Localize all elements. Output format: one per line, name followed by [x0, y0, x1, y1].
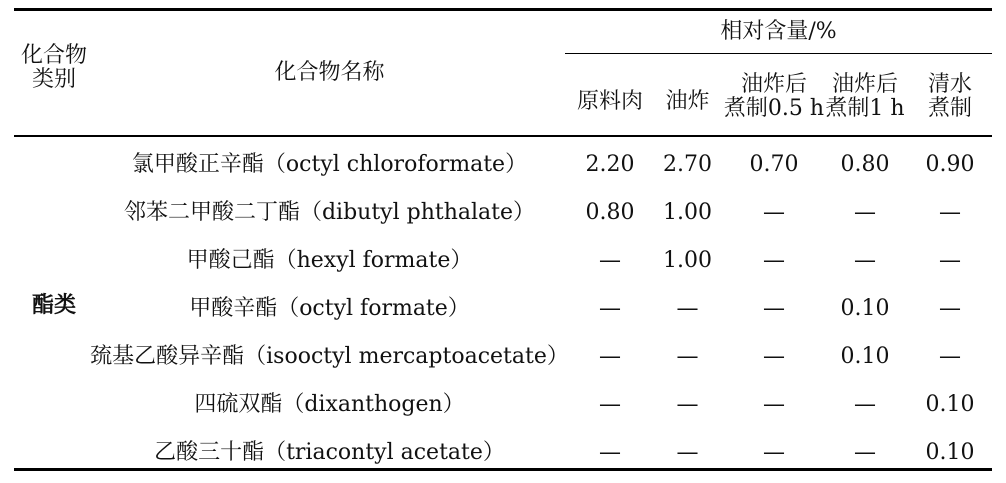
value-cell: 0.10 [925, 392, 975, 417]
header-category-line1: 化合物 [20, 43, 87, 68]
value-cell: — [676, 392, 699, 417]
value-cell: 2.20 [585, 152, 635, 177]
category-esters: 酯类 [31, 293, 76, 318]
value-cell: 0.10 [925, 440, 975, 465]
value-cell: — [599, 440, 621, 465]
compound-name-cell: 四硫双酯（dixanthogen） [194, 392, 465, 417]
compound-name-cell: 氯甲酸正辛酯（octyl chloroformate） [131, 152, 528, 177]
compound-name-cell: 甲酸己酯（hexyl formate） [186, 248, 473, 273]
value-cell: — [763, 344, 785, 369]
value-cell: — [676, 440, 699, 465]
compound-name-cell: 巯基乙酸异辛酯（isooctyl mercaptoacetate） [90, 344, 569, 369]
header-col4-line1: 油炸后 [831, 72, 898, 97]
value-cell: — [763, 296, 785, 321]
value-cell: — [939, 200, 961, 225]
value-cell: 1.00 [663, 200, 712, 225]
compound-name-cell: 乙酸三十酯（triacontyl acetate） [154, 440, 505, 465]
value-cell: — [599, 248, 621, 273]
value-cell: — [939, 296, 961, 321]
header-col-raw-meat: 原料肉 [576, 89, 643, 114]
header-compound-name: 化合物名称 [274, 60, 385, 85]
value-cell: — [599, 392, 621, 417]
header-col-water-boiled [910, 62, 990, 132]
value-cell: — [763, 440, 785, 465]
value-cell: — [599, 344, 621, 369]
header-col5-line1: 清水 [927, 72, 972, 97]
value-cell: — [676, 344, 699, 369]
header-col-fried-boiled-0.5h [722, 62, 826, 132]
compound-name-cell: 甲酸辛酯（octyl formate） [189, 296, 470, 321]
header-col5-line2: 煮制 [927, 96, 972, 121]
value-cell: 0.80 [585, 200, 635, 225]
header-col-fried-boiled-1h [826, 62, 904, 132]
value-cell: 1.00 [663, 248, 712, 273]
value-cell: 0.70 [749, 152, 799, 177]
value-cell: — [854, 392, 876, 417]
value-cell: 0.80 [840, 152, 890, 177]
value-cell: 0.10 [840, 296, 890, 321]
value-cell: — [763, 392, 785, 417]
value-cell: — [854, 440, 876, 465]
value-cell: — [763, 200, 785, 225]
header-col-fried: 油炸 [665, 89, 710, 114]
header-category-line2: 类别 [31, 67, 76, 92]
header-category [14, 40, 94, 96]
value-cell: — [676, 296, 699, 321]
value-cell: — [763, 248, 785, 273]
value-cell: 2.70 [663, 152, 712, 177]
compound-name-cell: 邻苯二甲酸二丁酯（dibutyl phthalate） [123, 200, 536, 225]
value-cell: — [939, 248, 961, 273]
top-rule [14, 8, 992, 11]
value-cell: 0.90 [925, 152, 975, 177]
group-underline [565, 53, 992, 54]
value-cell: — [854, 200, 876, 225]
header-col4-line2: 煮制1 h [825, 96, 905, 121]
header-group-relative-content: 相对含量/% [720, 19, 837, 44]
header-rule [14, 135, 992, 137]
value-cell: — [939, 344, 961, 369]
value-cell: — [854, 248, 876, 273]
header-col3-line2: 煮制0.5 h [723, 96, 825, 121]
value-cell: — [599, 296, 621, 321]
value-cell: 0.10 [840, 344, 890, 369]
header-col3-line1: 油炸后 [740, 72, 807, 97]
